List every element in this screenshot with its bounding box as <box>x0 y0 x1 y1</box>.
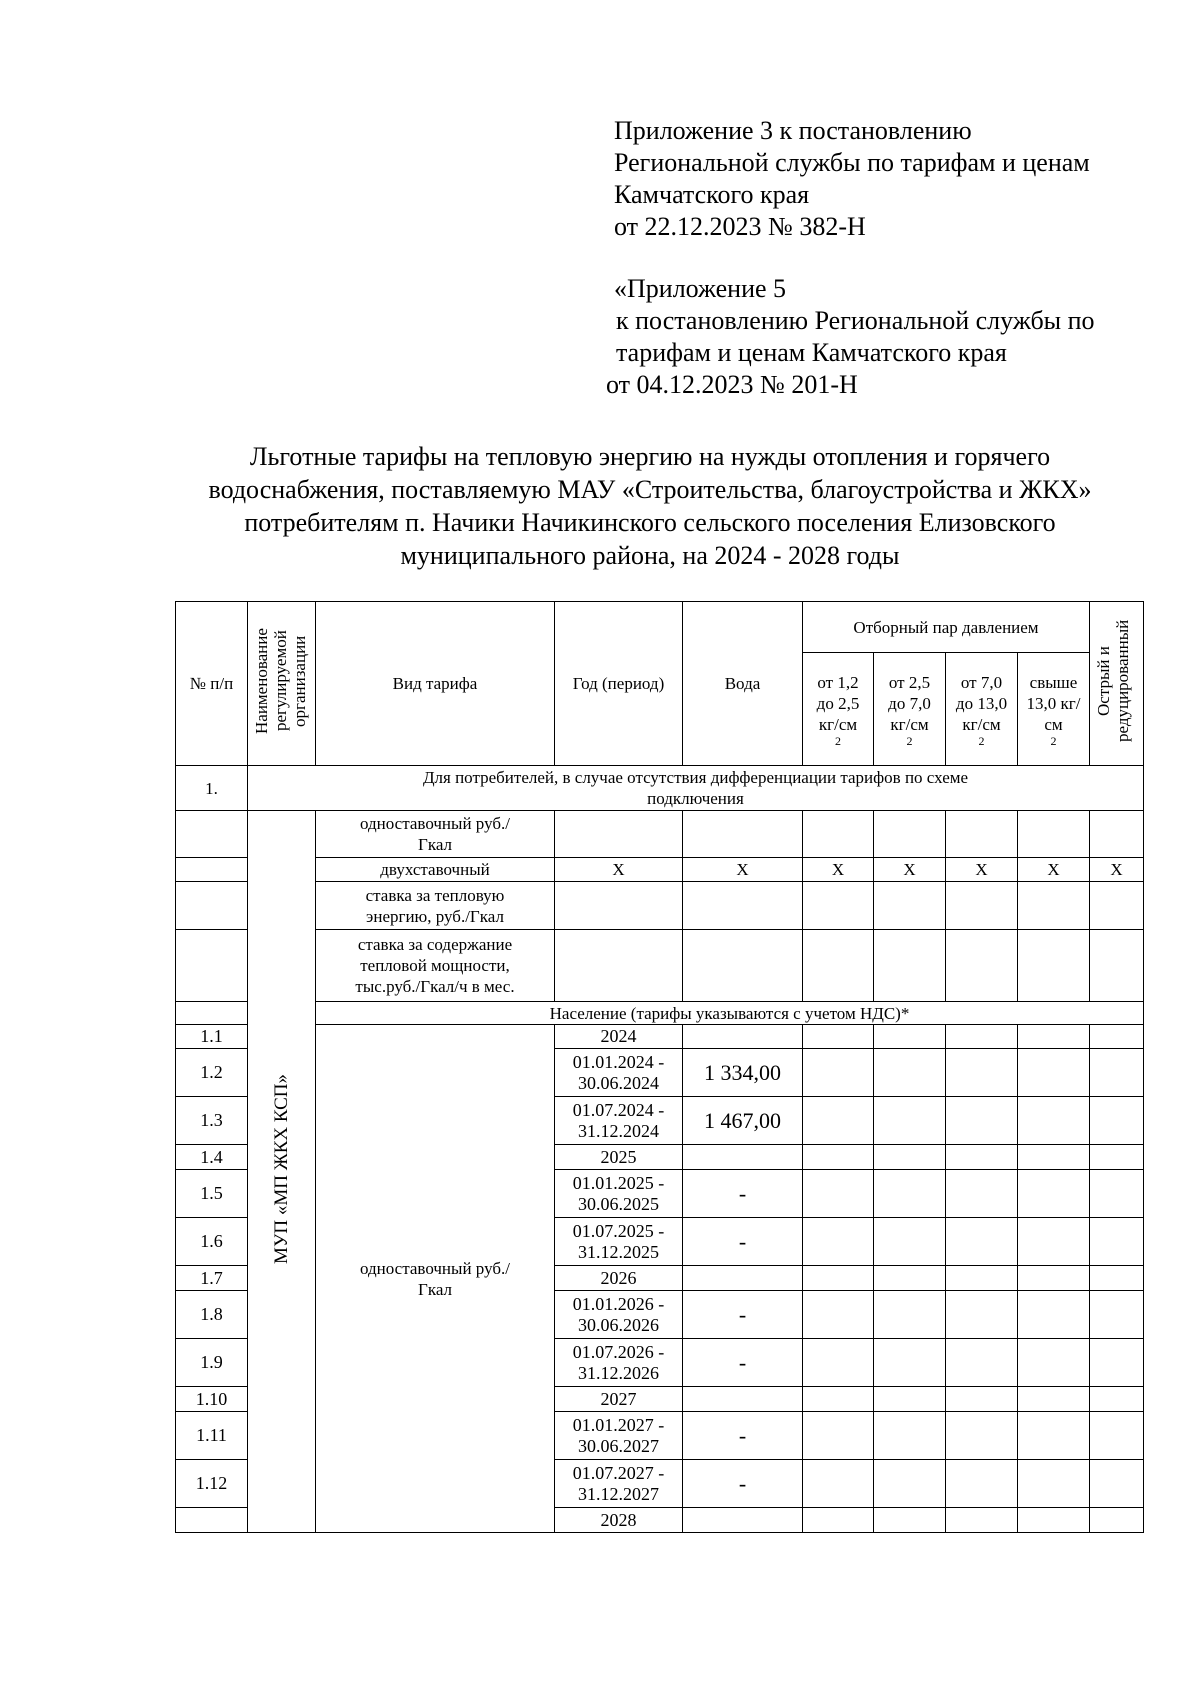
empty-cell <box>803 1412 874 1460</box>
row-num: 1.8 <box>176 1291 248 1339</box>
row-num <box>176 1508 248 1533</box>
period-cell: 2025 <box>555 1145 683 1170</box>
water-value <box>683 1266 803 1291</box>
num-cell <box>176 1002 248 1025</box>
empty-cell <box>803 1508 874 1533</box>
x-cell: Х <box>874 858 946 882</box>
period-cell: 01.07.2025 - 31.12.2025 <box>555 1218 683 1266</box>
empty-cell <box>1090 1145 1144 1170</box>
empty-cell <box>1090 811 1144 858</box>
water-value: - <box>683 1291 803 1339</box>
tariff-table <box>175 601 1144 1533</box>
header-tariff-type: Вид тарифа <box>316 602 555 766</box>
header-org-text: Наименование регулируемой организации <box>251 628 309 734</box>
header-steam-group: Отборный пар давлением <box>803 602 1090 653</box>
title-line: потребителям п. Начики Начикинского сельского поселения Елизовского <box>244 508 1056 537</box>
empty-cell <box>946 1387 1018 1412</box>
row-num: 1.10 <box>176 1387 248 1412</box>
empty-cell <box>874 1097 946 1145</box>
empty-cell <box>1018 1387 1090 1412</box>
empty-cell <box>1090 1266 1144 1291</box>
empty-cell <box>803 1145 874 1170</box>
title-line: Льготные тарифы на тепловую энергию на нужды отопления и горячего <box>249 442 1051 471</box>
water-value: - <box>683 1170 803 1218</box>
empty-cell <box>946 882 1018 930</box>
empty-cell <box>946 1049 1018 1097</box>
empty-cell <box>1018 1145 1090 1170</box>
water-value <box>683 1387 803 1412</box>
period-cell: 01.07.2026 - 31.12.2026 <box>555 1339 683 1387</box>
header-year: Год (период) <box>555 602 683 766</box>
num-cell <box>176 882 248 930</box>
header-pressure-1: от 1,2 до 2,5 кг/см 2 <box>803 653 874 766</box>
tariff-type-cell: ставка за тепловую энергию, руб./Гкал <box>316 882 555 930</box>
empty-cell <box>803 930 874 1002</box>
empty-cell <box>803 811 874 858</box>
approval-line: Приложение 3 к постановлению <box>614 116 972 145</box>
period-cell: 01.01.2025 - 30.06.2025 <box>555 1170 683 1218</box>
header-sharp <box>1090 602 1144 766</box>
empty-cell <box>946 1412 1018 1460</box>
empty-cell <box>1018 1339 1090 1387</box>
x-cell: Х <box>555 858 683 882</box>
empty-cell <box>1018 1049 1090 1097</box>
empty-cell <box>946 1460 1018 1508</box>
num-cell <box>176 858 248 882</box>
section-num: 1. <box>176 766 248 811</box>
empty-cell <box>874 1266 946 1291</box>
empty-cell <box>803 1266 874 1291</box>
row-num: 1.12 <box>176 1460 248 1508</box>
header-org <box>248 602 316 766</box>
period-cell: 01.07.2027 - 31.12.2027 <box>555 1460 683 1508</box>
empty-cell <box>1018 1508 1090 1533</box>
header-pressure-2: от 2,5 до 7,0 кг/см 2 <box>874 653 946 766</box>
empty-cell <box>803 1291 874 1339</box>
period-cell: 01.07.2024 - 31.12.2024 <box>555 1097 683 1145</box>
period-cell: 01.01.2024 - 30.06.2024 <box>555 1049 683 1097</box>
empty-cell <box>1018 1266 1090 1291</box>
empty-cell <box>874 811 946 858</box>
empty-cell <box>874 1460 946 1508</box>
empty-cell <box>803 1025 874 1049</box>
empty-cell <box>1090 1291 1144 1339</box>
empty-cell <box>1090 1460 1144 1508</box>
empty-cell <box>1018 930 1090 1002</box>
header-num: № п/п <box>176 602 248 766</box>
row-num: 1.7 <box>176 1266 248 1291</box>
empty-cell <box>1090 1339 1144 1387</box>
section-title: Для потребителей, в случае отсутствия дифференциации тарифов по схеме подключения <box>248 766 1144 811</box>
empty-cell <box>683 882 803 930</box>
period-cell: 2027 <box>555 1387 683 1412</box>
empty-cell <box>803 1097 874 1145</box>
empty-cell <box>946 930 1018 1002</box>
org-name: МУП «МП ЖКХ КСП» <box>271 1074 292 1264</box>
header-sharp-text: Острый и редуцированный <box>1093 619 1132 743</box>
original-line: от 04.12.2023 № 201-Н <box>606 370 858 399</box>
approval-line: Камчатского края <box>614 180 810 209</box>
empty-cell <box>803 1218 874 1266</box>
empty-cell <box>1090 1412 1144 1460</box>
num-cell <box>176 811 248 858</box>
original-line: «Приложение 5 <box>614 274 787 303</box>
document-title <box>150 440 1150 572</box>
empty-cell <box>803 1387 874 1412</box>
empty-cell <box>1090 1097 1144 1145</box>
num-cell <box>176 930 248 1002</box>
period-cell: 2024 <box>555 1025 683 1049</box>
header-water: Вода <box>683 602 803 766</box>
x-cell: Х <box>1090 858 1144 882</box>
empty-cell <box>803 1170 874 1218</box>
empty-cell <box>803 1339 874 1387</box>
period-cell: 2026 <box>555 1266 683 1291</box>
empty-cell <box>803 1049 874 1097</box>
empty-cell <box>1090 882 1144 930</box>
empty-cell <box>1018 882 1090 930</box>
water-value: - <box>683 1218 803 1266</box>
empty-cell <box>946 1339 1018 1387</box>
x-cell: Х <box>1018 858 1090 882</box>
title-line: муниципального района, на 2024 - 2028 годы <box>400 541 900 570</box>
approval-line: от 22.12.2023 № 382-Н <box>614 212 866 241</box>
row-num: 1.1 <box>176 1025 248 1049</box>
x-cell: Х <box>946 858 1018 882</box>
empty-cell <box>1018 1025 1090 1049</box>
empty-cell <box>1018 1097 1090 1145</box>
empty-cell <box>946 1508 1018 1533</box>
row-num: 1.6 <box>176 1218 248 1266</box>
period-cell: 2028 <box>555 1508 683 1533</box>
empty-cell <box>1090 1025 1144 1049</box>
x-cell: Х <box>803 858 874 882</box>
empty-cell <box>1018 1291 1090 1339</box>
empty-cell <box>946 1218 1018 1266</box>
row-num: 1.2 <box>176 1049 248 1097</box>
water-value: - <box>683 1339 803 1387</box>
empty-cell <box>555 930 683 1002</box>
period-cell: 01.01.2027 - 30.06.2027 <box>555 1412 683 1460</box>
empty-cell <box>946 1291 1018 1339</box>
row-num: 1.5 <box>176 1170 248 1218</box>
water-value: - <box>683 1412 803 1460</box>
x-cell: Х <box>683 858 803 882</box>
empty-cell <box>1090 1508 1144 1533</box>
water-value: - <box>683 1460 803 1508</box>
original-line: к постановлению Региональной службы по <box>616 306 1095 335</box>
empty-cell <box>874 1145 946 1170</box>
empty-cell <box>946 1025 1018 1049</box>
empty-cell <box>874 1218 946 1266</box>
empty-cell <box>1018 1218 1090 1266</box>
approval-block <box>606 115 1174 401</box>
empty-cell <box>1090 1218 1144 1266</box>
original-line: тарифам и ценам Камчатского края <box>616 338 1007 367</box>
header-pressure-4: свыше 13,0 кг/см 2 <box>1018 653 1090 766</box>
empty-cell <box>874 1508 946 1533</box>
row-num: 1.11 <box>176 1412 248 1460</box>
water-value: 1 334,00 <box>683 1049 803 1097</box>
row-num: 1.3 <box>176 1097 248 1145</box>
empty-cell <box>1018 1170 1090 1218</box>
empty-cell <box>1090 1387 1144 1412</box>
empty-cell <box>874 930 946 1002</box>
empty-cell <box>1090 930 1144 1002</box>
period-cell: 01.01.2026 - 30.06.2026 <box>555 1291 683 1339</box>
empty-cell <box>1018 1460 1090 1508</box>
org-cell <box>248 811 316 1533</box>
empty-cell <box>874 882 946 930</box>
tariff-type-cell: двухставочный <box>316 858 555 882</box>
empty-cell <box>803 1460 874 1508</box>
empty-cell <box>1018 811 1090 858</box>
empty-cell <box>555 811 683 858</box>
empty-cell <box>874 1025 946 1049</box>
empty-cell <box>1090 1170 1144 1218</box>
empty-cell <box>946 811 1018 858</box>
empty-cell <box>1090 1049 1144 1097</box>
empty-cell <box>683 930 803 1002</box>
empty-cell <box>946 1145 1018 1170</box>
row-num: 1.4 <box>176 1145 248 1170</box>
empty-cell <box>946 1170 1018 1218</box>
row-num: 1.9 <box>176 1339 248 1387</box>
tariff-type-cell: ставка за содержание тепловой мощности, тыс.руб./Гкал/ч в мес. <box>316 930 555 1002</box>
approval-line: Региональной службы по тарифам и ценам <box>614 148 1090 177</box>
empty-cell <box>946 1266 1018 1291</box>
empty-cell <box>874 1412 946 1460</box>
empty-cell <box>874 1387 946 1412</box>
empty-cell <box>1018 1412 1090 1460</box>
empty-cell <box>803 882 874 930</box>
water-value <box>683 1025 803 1049</box>
empty-cell <box>874 1339 946 1387</box>
title-line: водоснабжения, поставляемую МАУ «Строительства, благоустройства и ЖКХ» <box>208 475 1092 504</box>
water-value <box>683 1508 803 1533</box>
tariff-type-cell: одноставочный руб./Гкал <box>316 1025 555 1533</box>
empty-cell <box>874 1049 946 1097</box>
empty-cell <box>946 1097 1018 1145</box>
empty-cell <box>555 882 683 930</box>
empty-cell <box>874 1291 946 1339</box>
water-value: 1 467,00 <box>683 1097 803 1145</box>
water-value <box>683 1145 803 1170</box>
population-header: Население (тарифы указываются с учетом НДС)* <box>316 1002 1144 1025</box>
empty-cell <box>683 811 803 858</box>
tariff-type-cell: одноставочный руб./Гкал <box>316 811 555 858</box>
empty-cell <box>874 1170 946 1218</box>
header-pressure-3: от 7,0 до 13,0 кг/см 2 <box>946 653 1018 766</box>
